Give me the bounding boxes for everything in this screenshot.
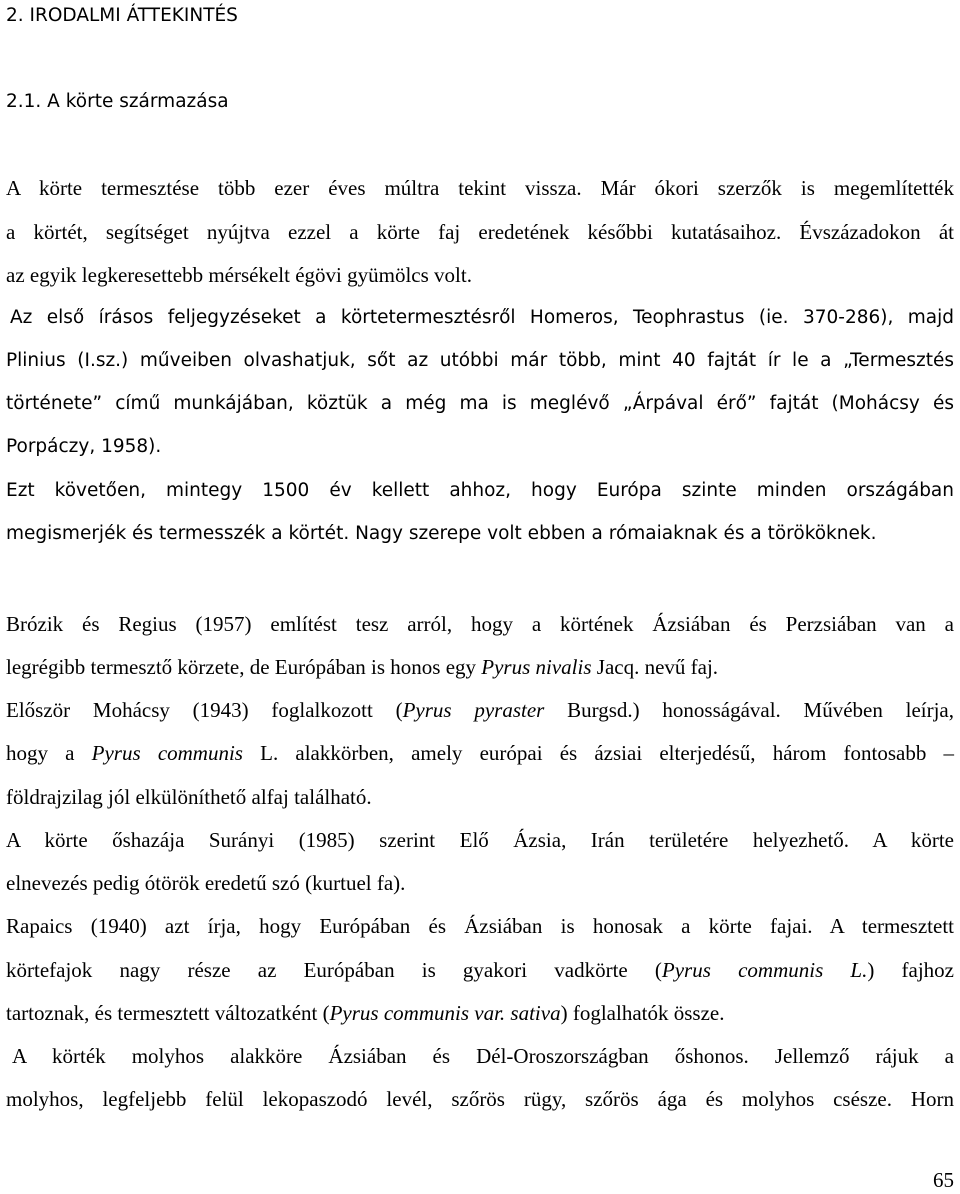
text-line: hogy a Pyrus communis L. alakkörben, amely európai és ázsiai elterjedésű, három fontosabb – xyxy=(6,741,954,765)
text-line: az egyik legkeresettebb mérsékelt égövi gyümölcs volt. xyxy=(6,263,472,287)
text-line: körtefajok nagy része az Európában is gyakori vadkörte (Pyrus communis L.) fajhoz xyxy=(6,958,955,982)
species-name: Pyrus communis xyxy=(91,741,243,765)
text-line: Plinius (I.sz.) műveiben olvashatjuk, sőt az utóbbi már több, mint 40 fajtát ír le a „Termesztés xyxy=(6,350,954,371)
text-line: megismerjék és termesszék a körtét. Nagy szerepe volt ebben a rómaiaknak és a törököknek. xyxy=(6,523,877,544)
text-line: Az első írásos feljegyzéseket a körtetermesztésről Homeros, Teophrastus (ie. 370-286), majd xyxy=(10,307,954,328)
species-name: Pyrus communis var. sativa xyxy=(329,1001,561,1025)
text-line: molyhos, legfeljebb felül lekopaszodó levél, szőrös rügy, szőrös ága és molyhos csésze. Horn xyxy=(6,1087,954,1111)
text-line: legrégibb termesztő körzete, de Európában is honos egy Pyrus nivalis Jacq. nevű faj. xyxy=(6,655,719,679)
text-line: a körtét, segítséget nyújtva ezzel a körte faj eredetének későbbi kutatásaihoz. Évszázadokon át xyxy=(6,220,954,244)
text-line: története” című munkájában, köztük a még ma is meglévő „Árpával érő” fajtát (Mohácsy és xyxy=(6,393,954,414)
species-name: Pyrus nivalis xyxy=(481,655,592,679)
text-line: elnevezés pedig ótörök eredetű szó (kurtuel fa). xyxy=(6,871,406,895)
text-line: Rapaics (1940) azt írja, hogy Európában és Ázsiában is honosak a körte fajai. A termesztett xyxy=(6,914,954,938)
text-line: A körte őshazája Surányi (1985) szerint Elő Ázsia, Irán területére helyezhető. A körte xyxy=(6,828,954,852)
text-line: Először Mohácsy (1943) foglalkozott (Pyrus pyraster Burgsd.) honosságával. Művében leírja, xyxy=(6,698,954,722)
text-line: A körték molyhos alakköre Ázsiában és Dél-Oroszországban őshonos. Jellemző rájuk a xyxy=(12,1044,954,1068)
text-line: Porpáczy, 1958). xyxy=(6,436,162,457)
text-line: A körte termesztése több ezer éves múltra tekint vissza. Már ókori szerzők is megemlítették xyxy=(6,176,954,200)
text-line: Ezt követően, mintegy 1500 év kellett ahhoz, hogy Európa szinte minden országában xyxy=(6,480,954,501)
page-number: 65 xyxy=(933,1168,954,1192)
section-heading: 2.1. A körte származása xyxy=(6,91,229,112)
text-line: Brózik és Regius (1957) említést tesz arról, hogy a körtének Ázsiában és Perzsiában van a xyxy=(6,612,954,636)
chapter-heading: 2. IRODALMI ÁTTEKINTÉS xyxy=(6,5,238,26)
species-name: Pyrus communis L. xyxy=(661,958,868,982)
species-name: Pyrus pyraster xyxy=(402,698,545,722)
text-line: tartoznak, és termesztett változatként (Pyrus communis var. sativa) foglalhatók össze. xyxy=(6,1001,725,1025)
text-line: földrajzilag jól elkülöníthető alfaj található. xyxy=(6,785,372,809)
